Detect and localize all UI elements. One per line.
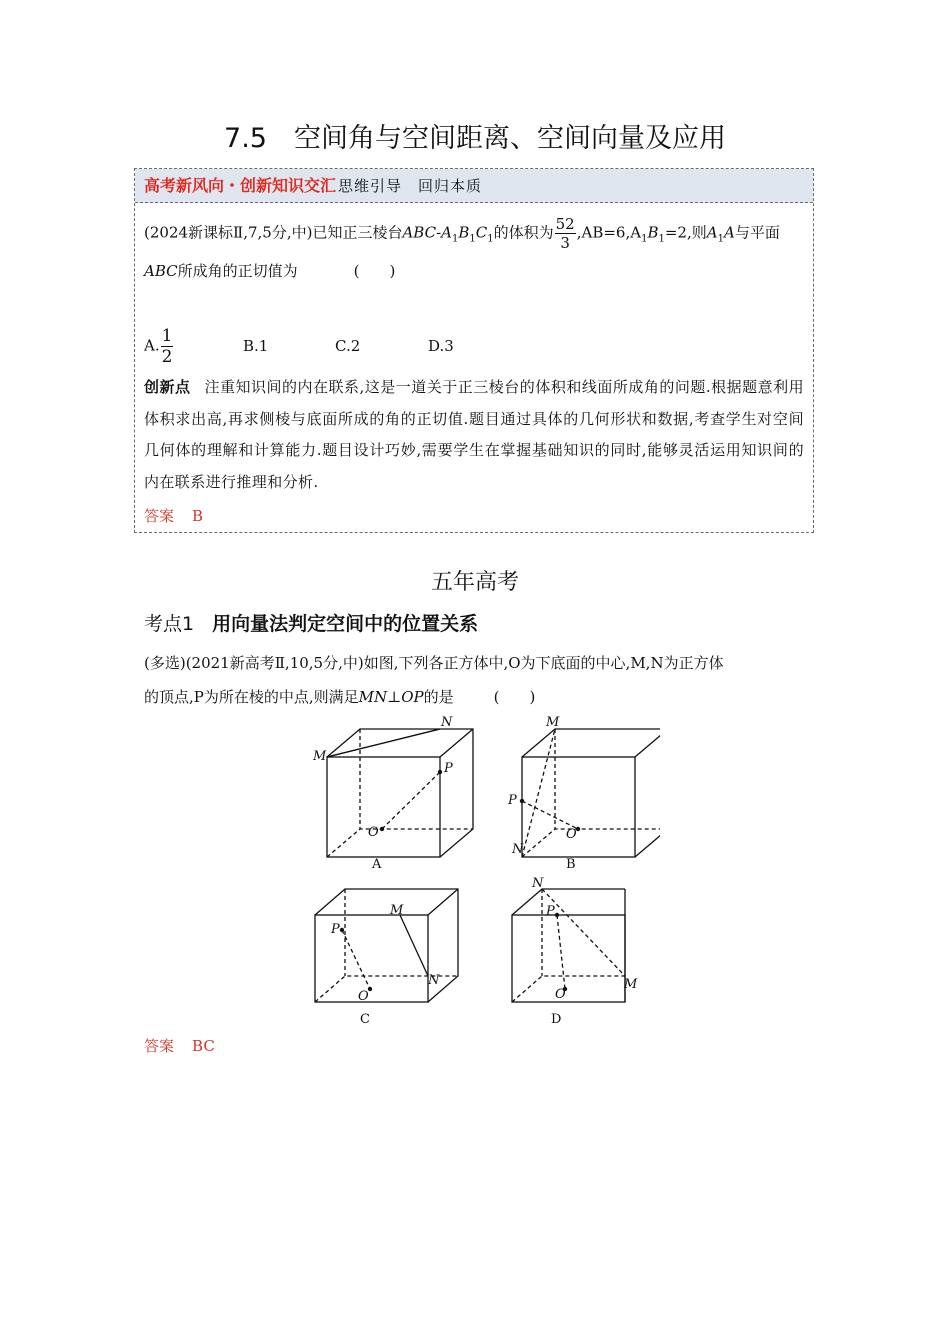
option-b: B.1: [243, 337, 269, 355]
label-m-c: M: [390, 903, 404, 918]
point-p-b: [520, 799, 524, 803]
point-o-a: [380, 827, 384, 831]
box-header-title: 高考新风向・创新知识交汇: [144, 176, 337, 195]
answer2: 答案 BC: [144, 1037, 215, 1055]
point-p-c: [340, 928, 344, 932]
label-p-d: P: [546, 904, 555, 919]
box-header: [135, 169, 813, 203]
label-p-b: P: [508, 793, 517, 808]
innovation-text: 注重知识间的内在联系,这是一道关于正三棱台的体积和线面所成角的问题.根据题意利用体积求出高,再求侧棱与底面所成的角的正切值.题目通过具体的几何形状和数据,考查学生对空间几何体的理解和计算能力.题目设计巧妙,需要学生在掌握基础知识的同时,能够灵活运用知识间的内在联系进行推理和分析.: [144, 378, 805, 491]
question2-line1: (多选)(2021新高考Ⅱ,10,5分,中)如图,下列各正方体中,O为下底面的中心,M,N为正方体: [144, 654, 724, 672]
option-c: C.2: [335, 337, 361, 355]
label-p-a: P: [444, 761, 453, 776]
innovation-label: 创新点: [144, 378, 191, 396]
label-o-c: O: [358, 989, 369, 1004]
label-o-a: O: [368, 825, 379, 840]
label-n-a: N: [441, 715, 453, 730]
cube-d: [512, 889, 625, 1002]
box-header-subtitle: 思维引导 回归本质: [338, 177, 483, 195]
section-title: 五年高考: [430, 570, 519, 595]
question1-line2: ABC所成角的正切值为 ( ): [144, 262, 396, 280]
cube-a: [327, 729, 473, 857]
cube-figures: [300, 712, 660, 1032]
figure-label-b: B: [566, 857, 576, 872]
point-p-d: [555, 913, 559, 917]
kaodian-heading: 考点1 用向量法判定空间中的位置关系: [144, 613, 479, 635]
volume-fraction: $\frac{52}{3}$: [555, 215, 575, 252]
figure-label-d: D: [551, 1012, 562, 1027]
label-n-c: N: [428, 973, 440, 988]
answer1: 答案 B: [144, 507, 204, 525]
label-m-a: M: [313, 749, 327, 764]
figure-label-a: A: [372, 857, 382, 872]
label-n-b: N: [512, 842, 524, 857]
label-n-d: N: [532, 876, 544, 891]
point-p-a: [438, 770, 442, 774]
figure-label-c: C: [360, 1012, 370, 1027]
label-p-c: P: [331, 922, 340, 937]
cube-b: [522, 729, 660, 857]
option-a: A. $\frac{1}{2}$: [144, 326, 173, 367]
question1-line1: (2024新课标Ⅱ,7,5分,中)已知正三棱台ABC-$A_1B_1C_1$的体积为 $\frac{52}{3}$ $,AB=6,A_1B_1=2$,则$A_1A$与平面: [144, 215, 780, 252]
label-m-b: M: [546, 715, 560, 730]
innovation-paragraph: [144, 372, 804, 498]
label-o-b: O: [566, 827, 577, 842]
label-m-d: M: [624, 977, 638, 992]
label-o-d: O: [555, 987, 566, 1002]
page-title: 7.5 空间角与空间距离、空间向量及应用: [224, 123, 726, 154]
option-d: D.3: [428, 337, 454, 355]
question2-line2: 的顶点,P为所在棱的中点,则满足MN⊥OP的是 ( ): [144, 688, 536, 706]
